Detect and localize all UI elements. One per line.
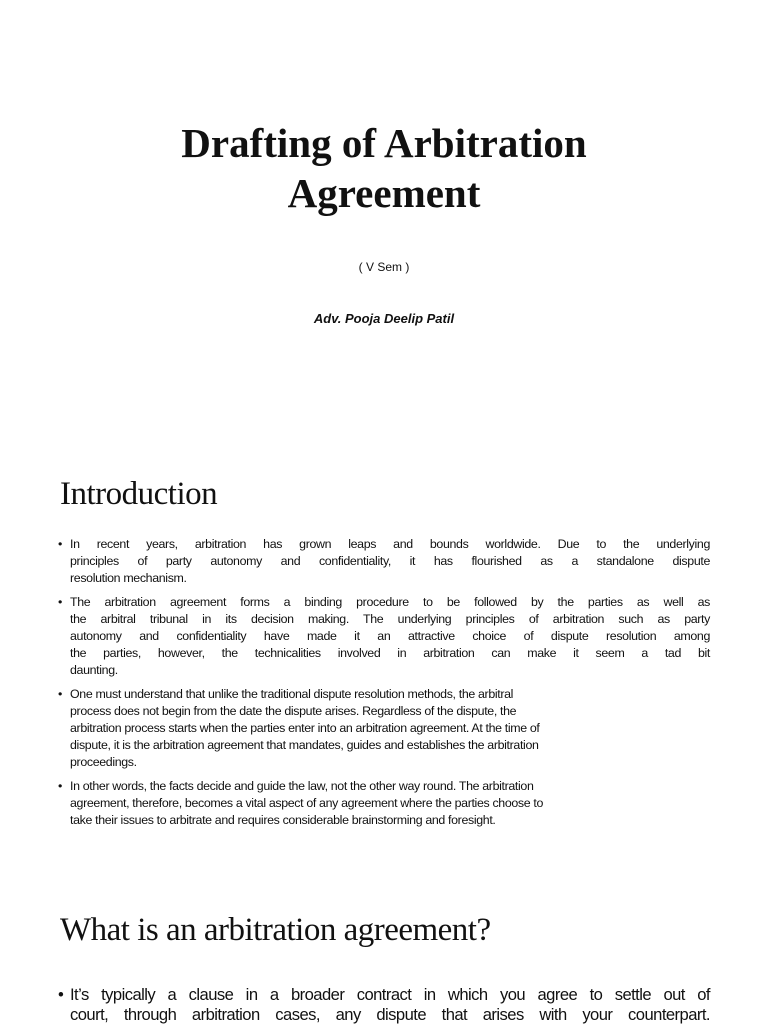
bullet-line: In recent years, arbitration has grown leaps and bounds worldwide. Due to the underlying [70,537,710,551]
bullet-line: The arbitration agreement forms a binding procedure to be followed by the parties as well as [70,594,710,609]
bullet-icon: • [58,778,62,793]
bullet-line: daunting. [70,663,118,678]
bullet-icon: • [58,686,62,701]
bullet-icon: • [58,594,62,609]
arbitration-agreement-bullets [58,985,710,1030]
bullet-line: autonomy and confidentiality have made it an attractive choice of dispute resolution among [70,629,710,644]
bullet-line: proceedings. [70,755,137,770]
bullet-line: the parties, however, the technicalities involved in arbitration can make it seem a tad bit [70,646,710,661]
bullet-line: take their issues to arbitrate and requires considerable brainstorming and foresight. [70,813,496,828]
bullet-line: the arbitral tribunal in its decision making. The underlying principles of arbitration such as party [70,611,710,626]
bullet-line: arbitration process starts when the parties enter into an arbitration agreement. At the time of [70,721,540,736]
bullet-line: dispute, it is the arbitration agreement that mandates, guides and establishes the arbitration [70,738,539,753]
bullet-line: agreement, therefore, becomes a vital aspect of any agreement where the parties choose to [70,795,544,810]
bullet-line: One must understand that unlike the traditional dispute resolution methods, the arbitral [70,686,514,701]
introduction-bullets [58,536,710,835]
bullet-item [58,778,710,830]
bullet-line: It’s typically a clause in a broader contract in which you agree to settle out of [70,985,710,1004]
slide-title [0,118,768,218]
bullet-item [58,985,710,1024]
bullet-icon: • [58,985,64,1004]
title-line: Drafting of Arbitration [181,120,587,166]
bullet-item [58,536,710,588]
bullet-line: principles of party autonomy and confidentiality, it has flourished as a standalone dispute [70,554,710,569]
introduction-heading: Introduction [60,476,218,512]
bullet-icon: • [58,537,62,551]
bullet-item [58,594,710,680]
arbitration-agreement-heading: What is an arbitration agreement? [60,912,491,948]
author-name: Adv. Pooja Deelip Patil [313,311,455,326]
bullet-line: resolution mechanism. [70,571,187,586]
bullet-item [58,686,710,772]
title-line: Agreement [287,170,481,216]
slide-subtitle: ( V Sem ) [358,260,410,274]
bullet-line: court, through arbitration cases, any dispute that arises with your counterpart. [70,1004,710,1024]
bullet-line: process does not begin from the date the dispute arises. Regardless of the dispute, the [70,703,517,718]
bullet-line: In other words, the facts decide and guide the law, not the other way round. The arbitration [70,778,534,793]
